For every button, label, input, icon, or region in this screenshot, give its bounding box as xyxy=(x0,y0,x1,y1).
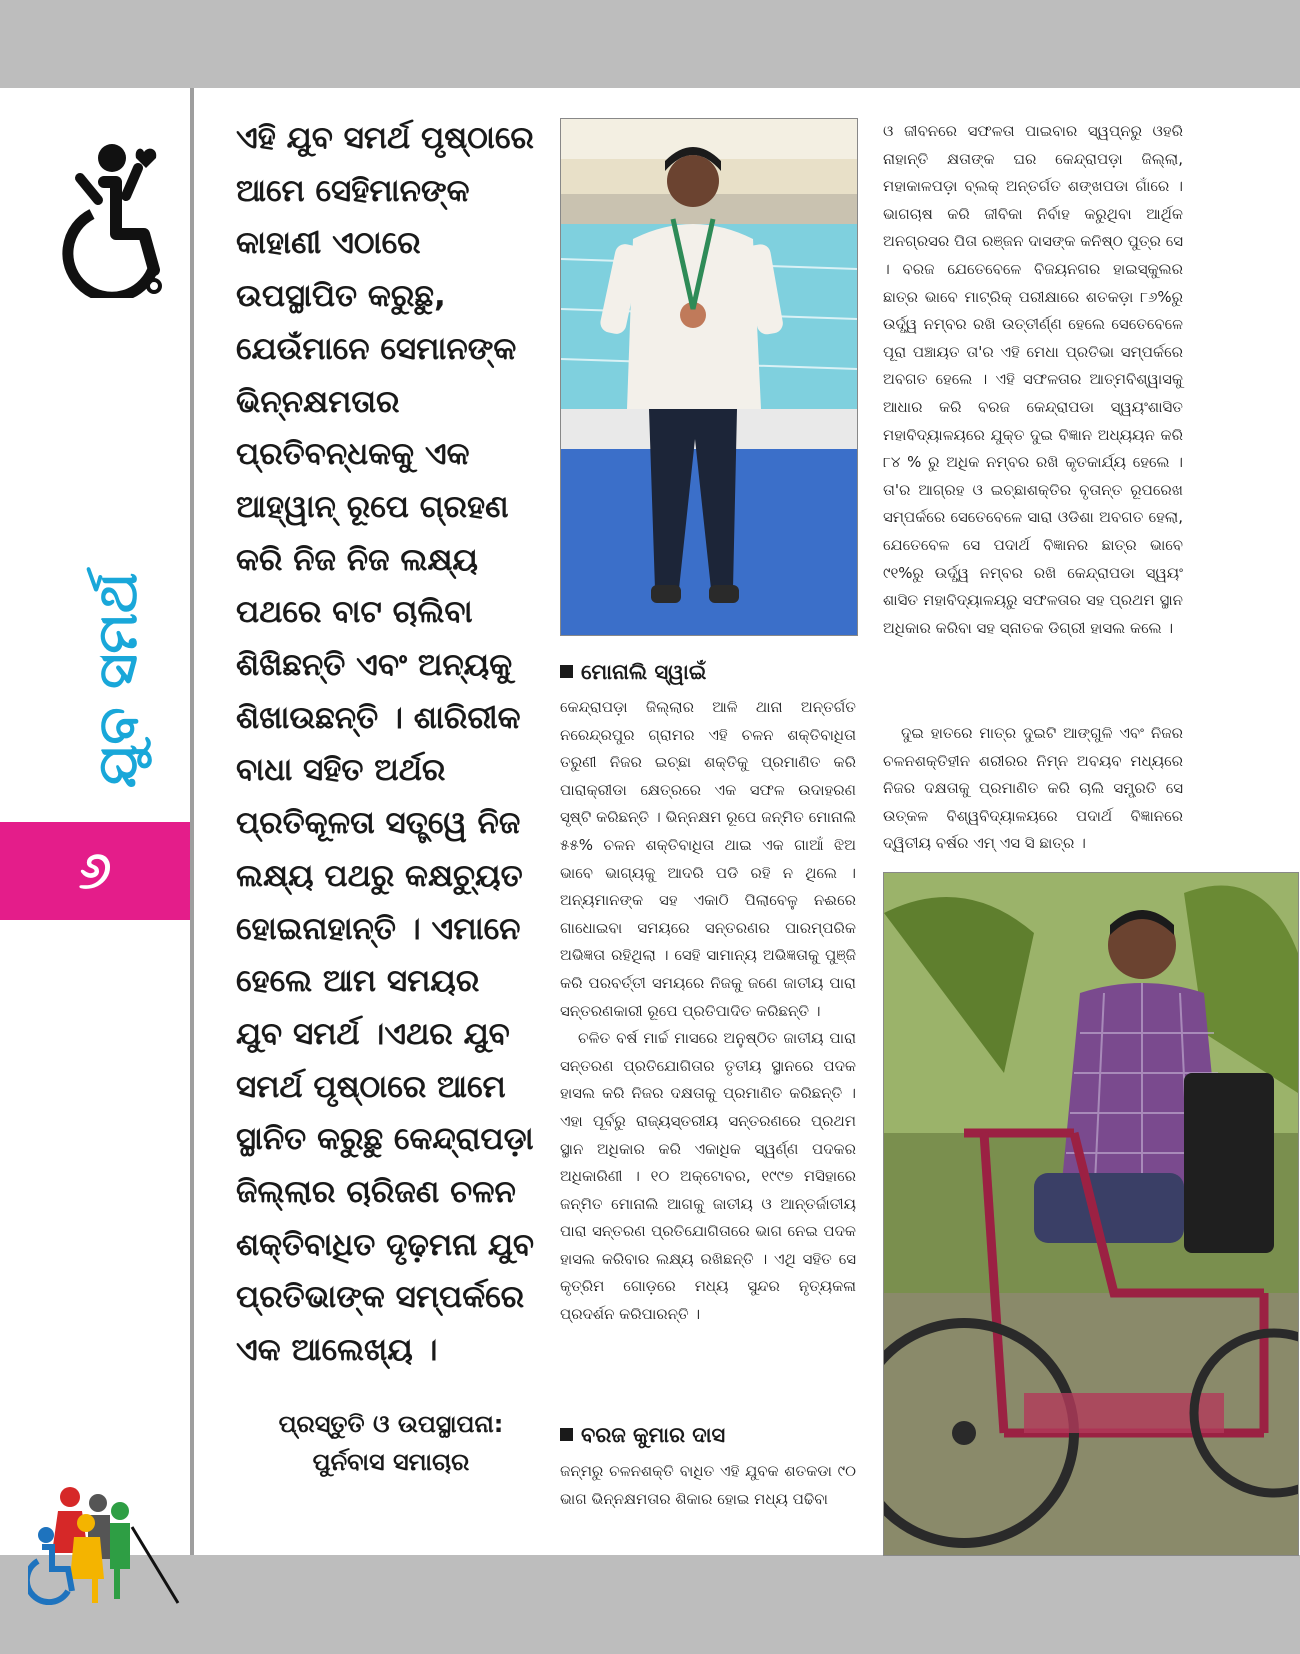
top-band xyxy=(0,0,1300,88)
story1-heading-text: ମୋନାଲି ସ୍ୱାଇଁ xyxy=(581,660,707,684)
credit-line-1: ପ୍ରସ୍ତୁତି ଓ ଉପସ୍ଥାପନା: xyxy=(278,1410,504,1438)
section-title: ଯୁବ ସମର୍ଥ xyxy=(86,572,149,788)
bottom-band xyxy=(0,1555,1300,1654)
story2-heading-text: ବରଜ କୁମାର ଦାସ xyxy=(581,1423,726,1447)
story2-body-para2 xyxy=(883,720,1183,858)
photo-baraj-image xyxy=(884,873,1298,1555)
story2-heading xyxy=(560,1420,725,1450)
photo-baraj xyxy=(883,872,1299,1556)
photo-monali xyxy=(560,118,858,636)
page-number: ୬ xyxy=(0,822,190,920)
wheelchair-person-icon xyxy=(40,138,180,298)
story2-para2: ଦୁଇ ହାତରେ ମାତ୍ର ଦୁଇଟି ଆଙ୍ଗୁଳି ଏବଂ ନିଜର ଚଳନଶକ୍ତିହୀନ ଶରୀରର ନିମ୍ନ ଅବୟବ ମଧ୍ୟରେ ନିଜର ଦକ୍ଷତାକୁ ପ୍ରମାଣିତ କରି ଚାଲି ସମ୍ପ୍ରତି ସେ ଉତ୍କଳ ବିଶ୍ୱବିଦ୍ୟାଳୟରେ ପଦାର୍ଥ ବିଜ୍ଞାନରେ ଦ୍ୱିତୀୟ ବର୍ଷର ଏମ୍ ଏସ ସି ଛାତ୍ର । xyxy=(883,724,1183,853)
story2-body-start xyxy=(560,1458,856,1513)
photo-monali-image xyxy=(561,119,857,635)
story1-para1: କେନ୍ଦ୍ରାପଡ଼ା ଜିଲ୍ଲାର ଆଳି ଥାନା ଅନ୍ତର୍ଗତ ନରେନ୍ଦ୍ରପୁର ଗ୍ରାମର ଏହି ଚଳନ ଶକ୍ତିବାଧିତା ତରୁଣୀ ନିଜର ଇଚ୍ଛା ଶକ୍ତିକୁ ପ୍ରମାଣିତ କରି ପାରାକ୍ରୀଡା କ୍ଷେତ୍ରରେ ଏକ ସଫଳ ଉଦାହରଣ ସୃଷ୍ଟି କରିଛନ୍ତି । ଭିନ୍ନକ୍ଷମ ରୂପେ ଜନ୍ମିତ ମୋନାଲି ୫୫% ଚଳନ ଶକ୍ତିବାଧିତା ଥାଇ ଏକ ଗାଆଁ ଝିଅ ଭାବେ ଭାଗ୍ୟକୁ ଆଦରି ପଡି ରହି ନ ଥିଲେ । ଅନ୍ୟମାନଙ୍କ ସହ ଏକାଠି ପିଲାବେଳୁ ନଈରେ ଗାଧୋଇବା ସମୟରେ ସନ୍ତରଣର ପାରମ୍ପରିକ ଅଭିଜ୍ଞତା ରହିଥିଲା । ସେହି ସାମାନ୍ୟ ଅଭିଜ୍ଞତାକୁ ପୁଞ୍ଜି କରି ପରବର୍ତ୍ତୀ ସମୟରେ ନିଜକୁ ଜଣେ ଜାତୀୟ ପାରା ସନ୍ତରଣକାରୀ ରୂପେ ପ୍ରତିପାଦିତ କରିଛନ୍ତି । xyxy=(560,698,856,1020)
story1-body xyxy=(560,694,856,1329)
story2-para1-cont: ଓ ଜୀବନରେ ସଫଳତା ପାଇବାର ସ୍ୱପ୍ନରୁ ଓହରି ନାହାନ୍ତି କ୍ଷତାଙ୍କ ଘର କେନ୍ଦ୍ରାପଡ଼ା ଜିଲ୍ଲା, ମହାକାଳପଡ଼ା ବ୍ଲକ୍ ଅନ୍ତର୍ଗତ ଶଙ୍ଖପଡା ଗାଁରେ । ଭାଗଚାଷ କରି ଜୀବିକା ନିର୍ବାହ କରୁଥିବା ଆର୍ଥିକ ଅନଗ୍ରସର ପିତା ରଞ୍ଜନ ଦାସଙ୍କ କନିଷ୍ଠ ପୁତ୍ର ସେ । ବରଜ ଯେତେବେଳେ ବିଜୟନଗର ହାଇସ୍କୁଲର ଛାତ୍ର ଭାବେ ମାଟ୍ରିକ୍ ପରୀକ୍ଷାରେ ଶତକଡ଼ା ୮୬%ରୁ ଉର୍ଦ୍ଧ୍ୱ ନମ୍ବର ରଖି ଉତ୍ତୀର୍ଣ୍ଣ ହେଲେ ସେତେବେଳେ ପୂରା ପଞ୍ଚାୟତ ତା'ର ଏହି ମେଧା ପ୍ରତିଭା ସମ୍ପର୍କରେ ଅବଗତ ହେଲେ । ଏହି ସଫଳତାର ଆତ୍ମବିଶ୍ୱାସକୁ ଆଧାର କରି ବରଜ କେନ୍ଦ୍ରାପଡା ସ୍ୱୟଂଶାସିତ ମହାବିଦ୍ୟାଳୟରେ ଯୁକ୍ତ ଦୁଇ ବିଜ୍ଞାନ ଅଧ୍ୟୟନ କରି ୮୪ % ରୁ ଅଧିକ ନମ୍ବର ରଖି କୃତକାର୍ଯ୍ୟ ହେଲେ । ତା'ର ଆଗ୍ରହ ଓ ଇଚ୍ଛାଶକ୍ତିର ବୃତାନ୍ତ ରୂପରେଖ ସମ୍ପର୍କରେ ସେତେବେଳେ ସାରା ଓଡିଶା ଅବଗତ ହେଲା, ଯେତେବେଳ ସେ ପଦାର୍ଥ ବିଜ୍ଞାନର ଛାତ୍ର ଭାବେ ୯୧%ରୁ ଉର୍ଦ୍ଧ୍ୱ ନମ୍ବର ରଖି କେନ୍ଦ୍ରାପଡା ସ୍ୱୟଂ ଶାସିତ ମହାବିଦ୍ୟାଳୟରୁ ସଫଳତାର ସହ ପ୍ରଥମ ସ୍ଥାନ ଅଧିକାର କରିବା ସହ ସ୍ନାତକ ଡିଗ୍ରୀ ହାସଲ କଲେ । xyxy=(883,122,1183,637)
story1-para2: ଚଳିତ ବର୍ଷ ମାର୍ଚ୍ଚ ମାସରେ ଅନୁଷ୍ଠିତ ଜାତୀୟ ପାରା ସନ୍ତରଣ ପ୍ରତିଯୋଗିତାର ତୃତୀୟ ସ୍ଥାନରେ ପଦକ ହାସଲ କରି ନିଜର ଦକ୍ଷତାକୁ ପ୍ରମାଣିତ କରିଛନ୍ତି । ଏହା ପୂର୍ବରୁ ରାଜ୍ୟସ୍ତରୀୟ ସନ୍ତରଣରେ ପ୍ରଥମ ସ୍ଥାନ ଅଧିକାର କରି ଏକାଧିକ ସ୍ୱର୍ଣ୍ଣ ପଦକର ଅଧିକାରିଣୀ । ୧୦ ଅକ୍ଟୋବର, ୧୯୯୭ ମସିହାରେ ଜନ୍ମିତ ମୋନାଲି ଆଗକୁ ଜାତୀୟ ଓ ଆନ୍ତର୍ଜାତୀୟ ପାରା ସନ୍ତରଣ ପ୍ରତିଯୋଗିତାରେ ଭାଗ ନେଇ ପଦକ ହାସଲ କରିବାର ଲକ୍ଷ୍ୟ ରଖିଛନ୍ତି । ଏଥି ସହିତ ସେ କୃତ୍ରିମ ଗୋଡ଼ରେ ମଧ୍ୟ ସୁନ୍ଦର ନୃତ୍ୟକଳା ପ୍ରଦର୍ଶନ କରିପାରନ୍ତି । xyxy=(560,1029,856,1324)
story2-body-continued xyxy=(883,118,1183,642)
sidebar-divider xyxy=(190,88,194,1555)
story1-heading xyxy=(560,657,706,687)
credit-line-2: ପୁର୍ନବାସ ସମାଚାର xyxy=(312,1448,470,1476)
story2-para1-start: ଜନ୍ମରୁ ଚଳନଶକ୍ତି ବାଧିତ ଏହି ଯୁବକ ଶତକଡା ୯୦ ଭାଗ ଭିନ୍ନକ୍ଷମତାର ଶିକାର ହୋଇ ମଧ୍ୟ ପଢିବା xyxy=(560,1462,856,1508)
bullet-square-icon xyxy=(560,665,573,678)
sidebar xyxy=(0,88,190,1555)
bullet-square-icon xyxy=(560,1428,573,1441)
credit xyxy=(236,1405,546,1481)
intro-text: ଏହି ଯୁବ ସମର୍ଥ ପୃଷ୍ଠାରେ ଆମେ ସେହିମାନଙ୍କ କାହାଣୀ ଏଠାରେ ଉପସ୍ଥାପିତ କରୁଛୁ, ଯେଉଁମାନେ ସେମାନଙ୍କ ଭିନ୍ନକ୍ଷମତାର ପ୍ରତିବନ୍ଧକକୁ ଏକ ଆହ୍ୱାନ୍ ରୂପେ ଗ୍ରହଣ କରି ନିଜ ନିଜ ଲକ୍ଷ୍ୟ ପଥରେ ବାଟ ଚାଲିବା ଶିଖିଛନ୍ତି ଏବଂ ଅନ୍ୟକୁ ଶିଖାଉଛନ୍ତି । ଶାରିରୀକ ବାଧା ସହିତ ଅର୍ଥର ପ୍ରତିକୂଳତା ସତ୍ତ୍ୱେ ନିଜ ଲକ୍ଷ୍ୟ ପଥରୁ କକ୍ଷଚ୍ୟୁତ ହୋଇନାହାନ୍ତି । ଏମାନେ ହେଲେ ଆମ ସମୟର ଯୁବ ସମର୍ଥ ।ଏଥର ଯୁବ ସମର୍ଥ ପୃଷ୍ଠାରେ ଆମେ ସ୍ଥାନିତ କରୁଛୁ କେନ୍ଦ୍ରାପଡ଼ା ଜିଲ୍ଲାର ଚାରିଜଣ ଚଳନ ଶକ୍ତିବାଧିତ ଦୃଢ଼ମନା ଯୁବ ପ୍ରତିଭାଙ୍କ ସମ୍ପର୍କରେ ଏକ ଆଲେଖ୍ୟ । xyxy=(236,120,535,1369)
people-group-icon xyxy=(28,1483,188,1605)
